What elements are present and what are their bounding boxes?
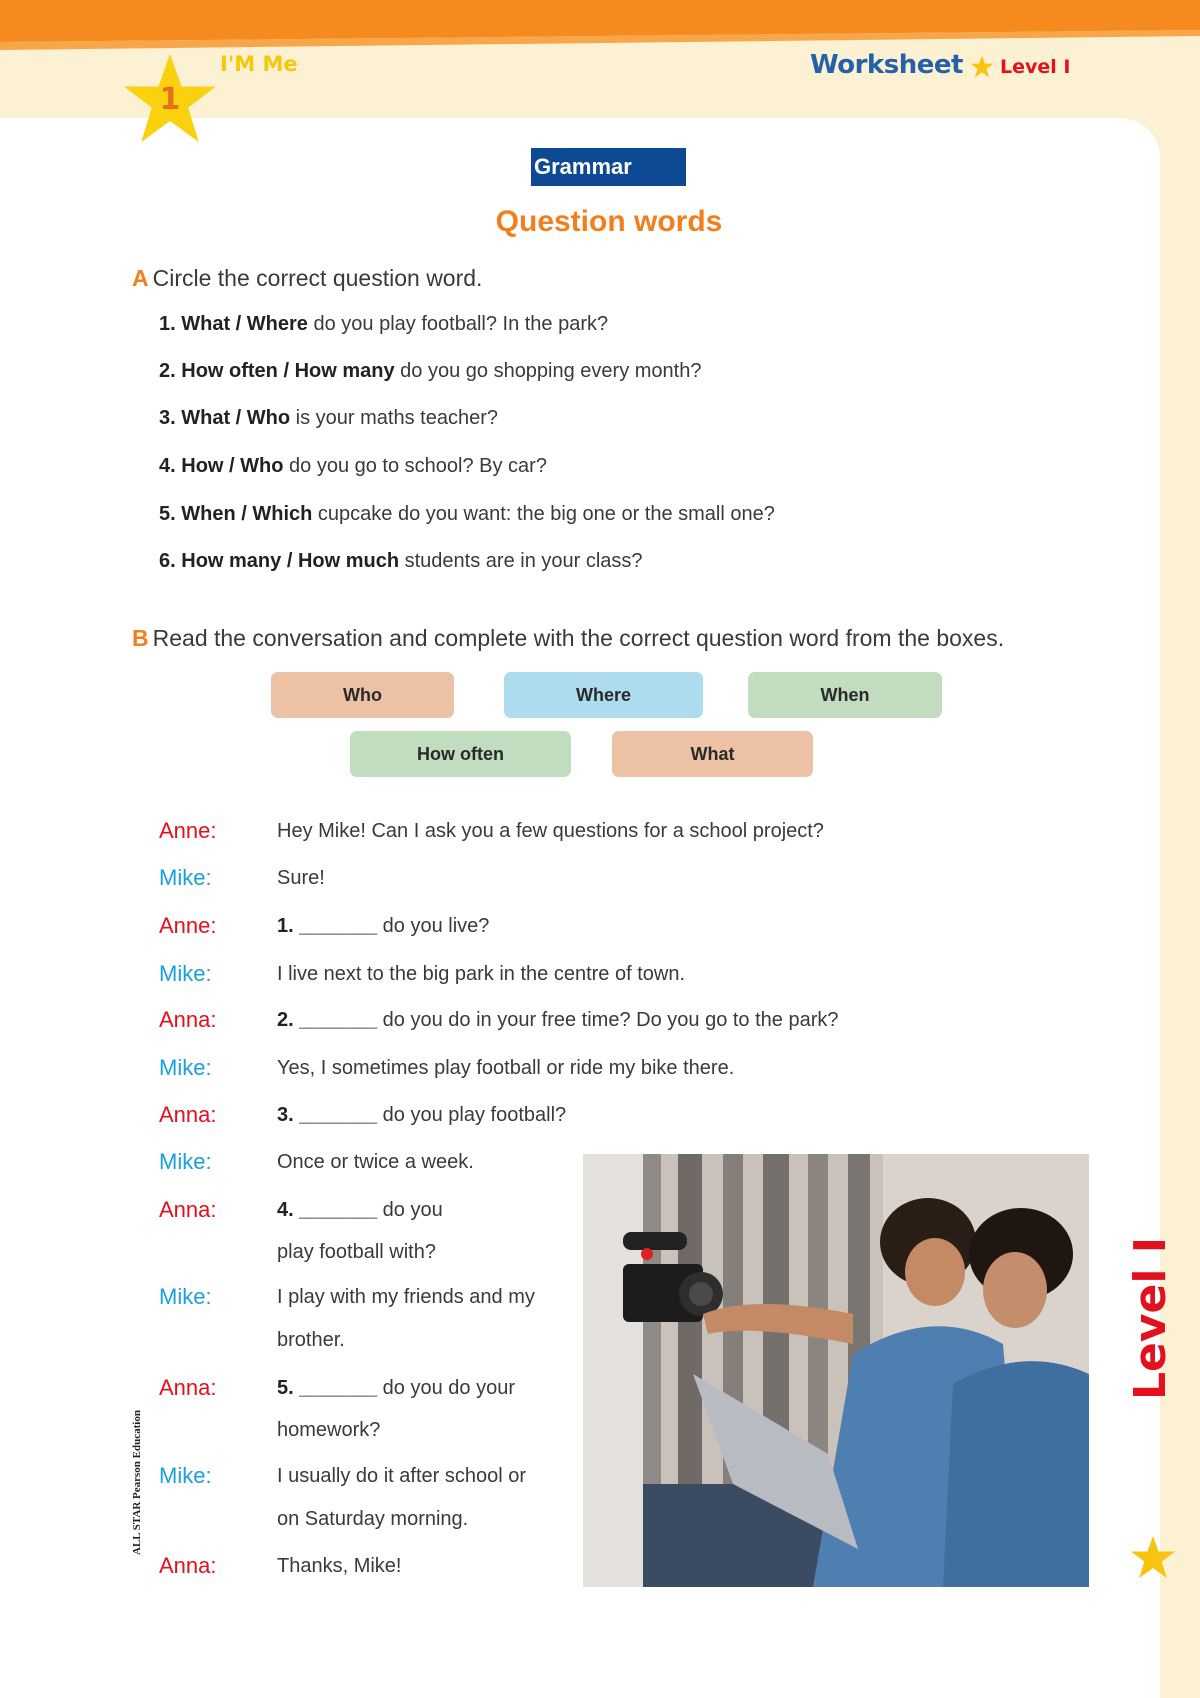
answer-blank[interactable]: 3. _______: [277, 1104, 378, 1126]
dialogue-line: [277, 1104, 566, 1127]
dialogue-line-continued: [277, 1419, 380, 1442]
question-options[interactable]: How many / How much: [181, 550, 400, 572]
dialogue-line: [277, 1465, 526, 1488]
speaker-label: Anna:: [159, 1102, 217, 1127]
line-text: do you: [382, 1199, 443, 1221]
dialogue-line: [277, 1286, 535, 1309]
line-text: do you live?: [382, 915, 490, 937]
question-item: [159, 503, 775, 526]
question-number: 4.: [159, 455, 176, 477]
speaker-label: Anna:: [159, 1007, 217, 1032]
line-text: on Saturday morning.: [277, 1508, 469, 1530]
line-text: Yes, I sometimes play football or ride my bike there.: [277, 1057, 735, 1079]
line-text: Sure!: [277, 867, 325, 889]
dialogue-line: [277, 1151, 474, 1174]
speaker-label: Mike:: [159, 1463, 212, 1488]
speaker-label: Anna:: [159, 1375, 217, 1400]
answer-blank[interactable]: 1. _______: [277, 915, 378, 937]
speaker-label: Mike:: [159, 1284, 212, 1309]
dialogue-line: [277, 1199, 443, 1222]
speaker-label: Anna:: [159, 1197, 217, 1222]
dialogue-line: [277, 820, 824, 843]
header-band: [0, 0, 1200, 60]
question-options[interactable]: How often / How many: [181, 360, 395, 382]
speaker-label: Anne:: [159, 913, 217, 938]
speaker-label: Anne:: [159, 818, 217, 843]
dialogue-line: [277, 963, 685, 986]
worksheet-title: Worksheet: [810, 50, 963, 80]
dialogue-line-continued: [277, 1329, 345, 1352]
speaker-label: Mike:: [159, 1055, 212, 1080]
unit-number: 1: [159, 82, 181, 117]
answer-blank[interactable]: 4. _______: [277, 1199, 378, 1221]
level-label: Level I: [1000, 56, 1071, 78]
word-box-where[interactable]: Where: [504, 672, 703, 718]
question-text: do you play football? In the park?: [313, 313, 609, 335]
dialogue-line: [277, 915, 489, 938]
question-text: is your maths teacher?: [295, 407, 498, 429]
section-b-letter: B: [132, 625, 149, 651]
question-number: 1.: [159, 313, 176, 335]
dialogue-line-continued: [277, 1241, 436, 1264]
speaker-label: Mike:: [159, 865, 212, 890]
question-options[interactable]: When / Which: [181, 503, 313, 525]
line-text: brother.: [277, 1329, 345, 1351]
speaker-label: Anna:: [159, 1553, 217, 1578]
question-item: [159, 360, 701, 383]
star-icon: [970, 55, 994, 78]
line-text: homework?: [277, 1419, 381, 1441]
question-text: students are in your class?: [404, 550, 643, 572]
kids-with-camera-photo: [583, 1154, 1089, 1587]
line-text: play football with?: [277, 1241, 436, 1263]
question-item: [159, 455, 547, 478]
question-text: cupcake do you want: the big one or the small one?: [317, 503, 775, 525]
answer-blank[interactable]: 5. _______: [277, 1377, 378, 1399]
dialogue-line: [277, 867, 325, 890]
section-a-instruction: Circle the correct question word.: [152, 265, 483, 291]
question-item: [159, 550, 643, 573]
word-box-when[interactable]: When: [748, 672, 942, 718]
question-options[interactable]: How / Who: [181, 455, 284, 477]
question-text: do you go shopping every month?: [400, 360, 702, 382]
side-star-icon: [1130, 1535, 1176, 1579]
question-options[interactable]: What / Who: [181, 407, 291, 429]
copyright-note: ALL STAR Pearson Education: [131, 1410, 143, 1555]
side-level-label: Level I: [1125, 1236, 1176, 1400]
line-text: I usually do it after school or: [277, 1465, 527, 1487]
question-number: 3.: [159, 407, 176, 429]
section-b-heading: [132, 625, 1004, 652]
line-text: Hey Mike! Can I ask you a few questions for a school project?: [277, 820, 824, 842]
line-text: Once or twice a week.: [277, 1151, 474, 1173]
question-options[interactable]: What / Where: [181, 313, 308, 335]
word-box-who[interactable]: Who: [271, 672, 454, 718]
question-item: [159, 407, 498, 430]
question-number: 5.: [159, 503, 176, 525]
answer-blank[interactable]: 2. _______: [277, 1009, 378, 1031]
question-item: [159, 313, 608, 336]
page-title: Question words: [495, 205, 723, 238]
word-box-what[interactable]: What: [612, 731, 813, 777]
line-text: do you do your: [382, 1377, 515, 1399]
dialogue-line: [277, 1057, 734, 1080]
speaker-label: Mike:: [159, 1149, 212, 1174]
dialogue-line: [277, 1555, 401, 1578]
dialogue-line: [277, 1377, 515, 1400]
word-box-how-often[interactable]: How often: [350, 731, 571, 777]
question-number: 6.: [159, 550, 176, 572]
unit-title: I'M Me: [220, 52, 298, 76]
line-text: I live next to the big park in the centre of town.: [277, 963, 686, 985]
section-a-letter: A: [132, 265, 149, 291]
question-number: 2.: [159, 360, 176, 382]
line-text: Thanks, Mike!: [277, 1555, 402, 1577]
question-text: do you go to school? By car?: [289, 455, 547, 477]
section-b-instruction: Read the conversation and complete with the correct question word from the boxes.: [152, 625, 1005, 651]
dialogue-line: [277, 1009, 839, 1032]
line-text: do you play football?: [382, 1104, 567, 1126]
line-text: I play with my friends and my: [277, 1286, 535, 1308]
speaker-label: Mike:: [159, 961, 212, 986]
line-text: do you do in your free time? Do you go to the park?: [382, 1009, 839, 1031]
dialogue-line-continued: [277, 1508, 468, 1531]
section-a-heading: [132, 265, 482, 292]
section-label: Grammar: [531, 148, 686, 186]
